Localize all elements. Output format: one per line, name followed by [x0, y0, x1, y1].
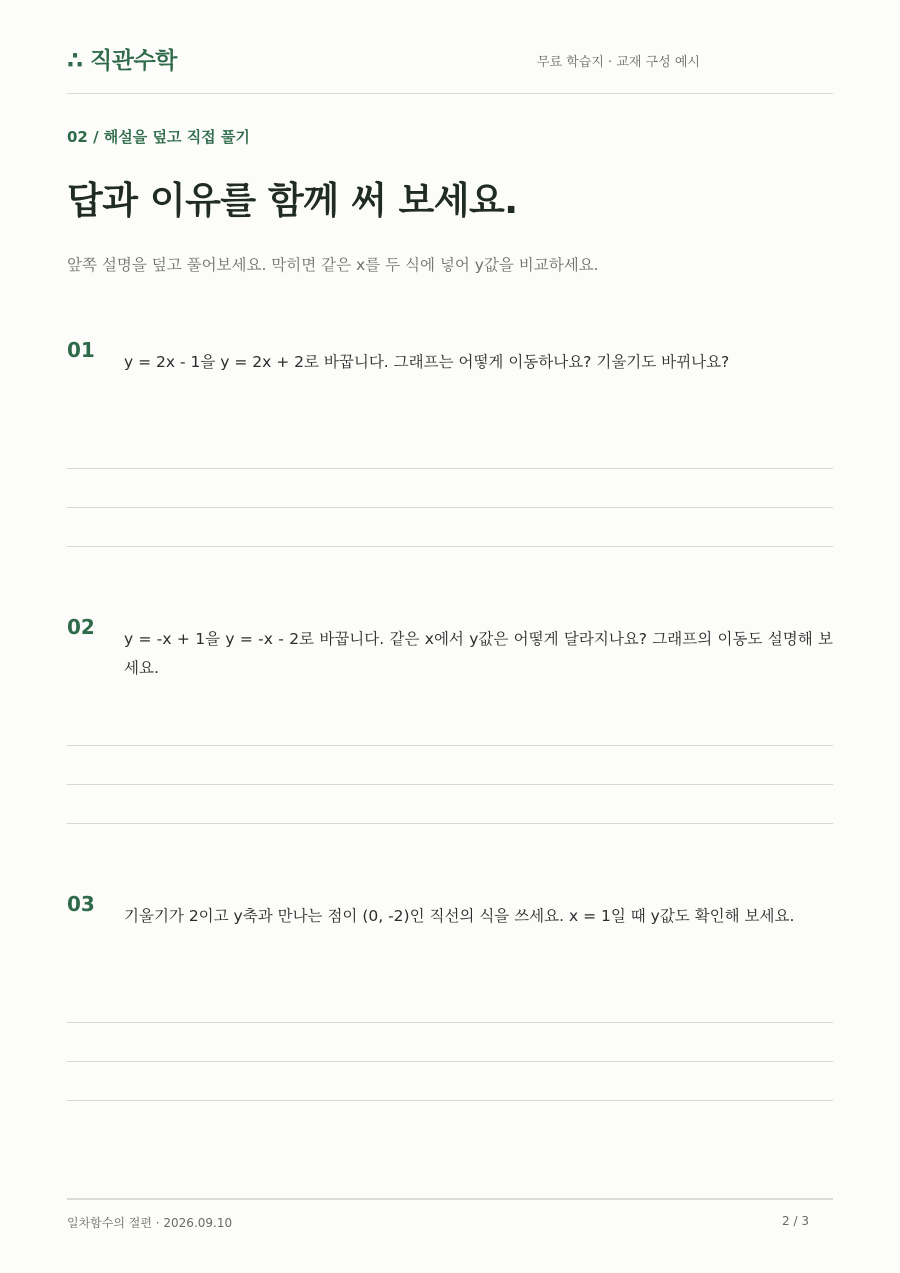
question-2: [67, 615, 833, 835]
answer-line[interactable]: [67, 784, 833, 785]
question-text: y = 2x - 1을 y = 2x + 2로 바꿉니다. 그래프는 어떻게 이동하나요? 기울기도 바뀌나요?: [124, 353, 730, 371]
footer-info: 일차함수의 절편 · 2026.09.10: [67, 1216, 233, 1230]
question-number: 03: [67, 892, 95, 916]
answer-line[interactable]: [67, 1022, 833, 1023]
page-number: 2 / 3: [782, 1214, 809, 1228]
answer-line[interactable]: [67, 1061, 833, 1062]
answer-line[interactable]: [67, 468, 833, 469]
question-number: 01: [67, 338, 95, 362]
answer-line[interactable]: [67, 546, 833, 547]
page-footer: [67, 1198, 833, 1230]
answer-line[interactable]: [67, 1100, 833, 1101]
page-title: 답과 이유를 함께 써 보세요.: [67, 179, 518, 222]
instructions: 앞쪽 설명을 덮고 풀어보세요. 막히면 같은 x를 두 식에 넣어 y값을 비교하세요.: [67, 256, 599, 274]
answer-line[interactable]: [67, 745, 833, 746]
section-kicker: 02 / 해설을 덮고 직접 풀기: [67, 128, 250, 146]
question-text: y = -x + 1을 y = -x - 2로 바꿉니다. 같은 x에서 y값은 어떻게 달라지나요? 그래프의 이동도 설명해 보세요.: [124, 630, 833, 677]
question-1: [67, 338, 833, 558]
question-number: 02: [67, 615, 95, 639]
answer-line[interactable]: [67, 507, 833, 508]
question-text: 기울기가 2이고 y축과 만나는 점이 (0, -2)인 직선의 식을 쓰세요. x = 1일 때 y값도 확인해 보세요.: [124, 907, 795, 925]
brand-logo: ∴ 직관수학: [67, 48, 177, 74]
question-3: [67, 892, 833, 1112]
answer-line[interactable]: [67, 823, 833, 824]
header-meta: 무료 학습지 · 교재 구성 예시: [537, 55, 700, 70]
page-header: [67, 40, 833, 94]
